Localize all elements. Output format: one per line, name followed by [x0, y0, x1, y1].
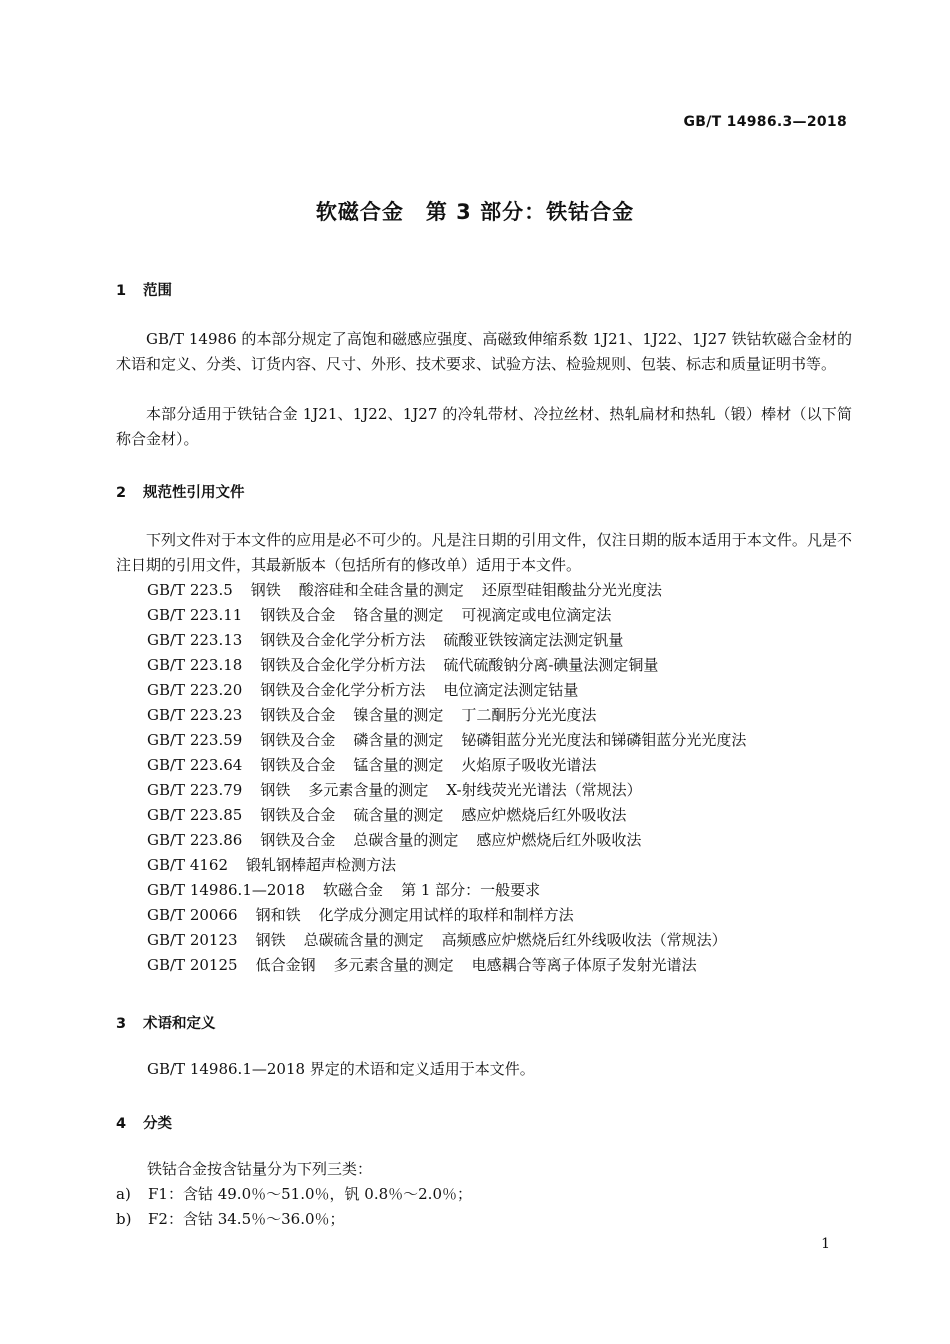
reference-title-part: 钢铁及合金	[260, 706, 336, 724]
section-3-heading	[116, 1012, 216, 1033]
reference-title-part: 火焰原子吸收光谱法	[461, 756, 597, 774]
classification-item	[116, 1182, 472, 1207]
scope-paragraph-2: 本部分适用于铁钴合金 1J21、1J22、1J27 的冷轧带材、冷拉丝材、热轧扁材和热轧（锻）棒材（以下简称合金材）。	[116, 405, 852, 448]
reference-title-part: 高频感应炉燃烧后红外线吸收法（常规法）	[441, 931, 727, 949]
section-title: 分类	[143, 1116, 172, 1132]
reference-item	[147, 953, 697, 978]
reference-item	[147, 578, 662, 603]
section-number: 4	[116, 1116, 127, 1132]
section-title: 术语和定义	[143, 1016, 216, 1032]
reference-title-part: 钢铁	[250, 581, 281, 599]
reference-item	[147, 928, 727, 953]
reference-title-part: 感应炉燃烧后红外吸收法	[476, 831, 642, 849]
reference-code: GB/T 223.79	[147, 781, 243, 799]
terms-definitions-text: GB/T 14986.1—2018 界定的术语和定义适用于本文件。	[147, 1060, 535, 1078]
reference-item	[147, 753, 596, 778]
reference-title-part: 钢铁及合金	[260, 606, 336, 624]
reference-title-part: 电感耦合等离子体原子发射光谱法	[471, 956, 697, 974]
reference-title-part: 钢铁及合金	[260, 731, 336, 749]
reference-item	[147, 878, 540, 903]
section-1-heading	[116, 279, 172, 300]
reference-title-part: 锰含量的测定	[353, 756, 444, 774]
section-number: 2	[116, 485, 127, 501]
reference-code: GB/T 223.85	[147, 806, 243, 824]
item-label: a)	[116, 1185, 131, 1203]
reference-item	[147, 628, 623, 653]
reference-title-part: 可视滴定或电位滴定法	[461, 606, 612, 624]
reference-title-part: 钢铁及合金	[260, 831, 336, 849]
normative-references-intro: 下列文件对于本文件的应用是必不可少的。凡是注日期的引用文件，仅注日期的版本适用于本文件。凡是不注日期的引用文件，其最新版本（包括所有的修改单）适用于本文件。	[116, 531, 852, 574]
reference-title-part: 钢铁	[260, 781, 291, 799]
reference-title-part: 还原型硅钼酸盐分光光度法	[481, 581, 662, 599]
reference-title-part: 第 1 部分：一般要求	[401, 881, 541, 899]
reference-code: GB/T 4162	[147, 856, 229, 874]
reference-title-part: 酸溶硅和全硅含量的测定	[298, 581, 464, 599]
reference-title-part: 总碳含量的测定	[353, 831, 459, 849]
reference-item	[147, 828, 641, 853]
section-title: 范围	[143, 283, 172, 299]
reference-code: GB/T 223.64	[147, 756, 243, 774]
reference-item	[147, 678, 578, 703]
reference-title-part: 多元素含量的测定	[333, 956, 454, 974]
reference-item	[147, 728, 746, 753]
reference-code: GB/T 14986.1—2018	[147, 881, 306, 899]
reference-title-part: 钢铁及合金	[260, 806, 336, 824]
item-text: F1：含钴 49.0％～51.0％，钒 0.8％～2.0％；	[148, 1185, 472, 1203]
reference-title-part: 硫酸亚铁铵滴定法测定钒量	[443, 631, 624, 649]
reference-title-part: 电位滴定法测定钴量	[443, 681, 579, 699]
reference-title-part: 锻轧钢棒超声检测方法	[246, 856, 397, 874]
reference-code: GB/T 223.23	[147, 706, 243, 724]
reference-title-part: 铋磷钼蓝分光光度法和锑磷钼蓝分光光度法	[461, 731, 747, 749]
reference-code: GB/T 223.11	[147, 606, 243, 624]
reference-title-part: 硫代硫酸钠分离-碘量法测定铜量	[443, 656, 659, 674]
reference-title-part: 化学成分测定用试样的取样和制样方法	[318, 906, 574, 924]
section-number: 3	[116, 1016, 127, 1032]
reference-title-part: 钢铁及合金化学分析方法	[260, 631, 426, 649]
item-text: F2：含钴 34.5％～36.0％；	[148, 1210, 345, 1228]
reference-code: GB/T 20066	[147, 906, 238, 924]
reference-code: GB/T 223.18	[147, 656, 243, 674]
reference-title-part: 钢铁及合金化学分析方法	[260, 656, 426, 674]
reference-title-part: 钢和铁	[255, 906, 301, 924]
reference-title-part: 感应炉燃烧后红外吸收法	[461, 806, 627, 824]
reference-item	[147, 803, 626, 828]
section-4-heading	[116, 1112, 172, 1133]
item-label: b)	[116, 1210, 132, 1228]
reference-item	[147, 703, 596, 728]
page-number: 1	[821, 1236, 830, 1252]
reference-title-part: 钢铁	[255, 931, 286, 949]
reference-code: GB/T 223.86	[147, 831, 243, 849]
reference-title-part: 多元素含量的测定	[308, 781, 429, 799]
reference-title-part: 钢铁及合金化学分析方法	[260, 681, 426, 699]
reference-code: GB/T 223.5	[147, 581, 233, 599]
reference-title-part: 丁二酮肟分光光度法	[461, 706, 597, 724]
reference-title-part: 软磁合金	[323, 881, 384, 899]
scope-paragraph-1: GB/T 14986 的本部分规定了高饱和磁感应强度、高磁致伸缩系数 1J21、1J22、1J27 铁钴软磁合金材的术语和定义、分类、订货内容、尺寸、外形、技术要求、试验方法、检验规则、包装、标志和质量证明书等。	[116, 330, 852, 373]
reference-code: GB/T 20123	[147, 931, 238, 949]
reference-code: GB/T 223.20	[147, 681, 243, 699]
reference-code: GB/T 223.13	[147, 631, 243, 649]
reference-item	[147, 903, 574, 928]
standard-code: GB/T 14986.3—2018	[683, 114, 847, 130]
section-title: 规范性引用文件	[143, 485, 245, 501]
reference-code: GB/T 223.59	[147, 731, 243, 749]
document-title: 软磁合金 第 3 部分：铁钴合金	[315, 200, 635, 224]
reference-item	[147, 653, 658, 678]
reference-title-part: 低合金钢	[255, 956, 316, 974]
reference-item	[147, 853, 396, 878]
reference-code: GB/T 20125	[147, 956, 238, 974]
reference-title-part: 磷含量的测定	[353, 731, 444, 749]
reference-item	[147, 778, 642, 803]
reference-title-part: 总碳硫含量的测定	[303, 931, 424, 949]
classification-item	[116, 1207, 345, 1232]
reference-title-part: 铬含量的测定	[353, 606, 444, 624]
reference-title-part: 钢铁及合金	[260, 756, 336, 774]
classification-intro: 铁钴合金按含钴量分为下列三类：	[147, 1160, 373, 1178]
section-number: 1	[116, 283, 127, 299]
reference-title-part: X-射线荧光光谱法（常规法）	[446, 781, 642, 799]
section-2-heading	[116, 481, 245, 502]
reference-title-part: 硫含量的测定	[353, 806, 444, 824]
reference-title-part: 镍含量的测定	[353, 706, 444, 724]
reference-item	[147, 603, 611, 628]
